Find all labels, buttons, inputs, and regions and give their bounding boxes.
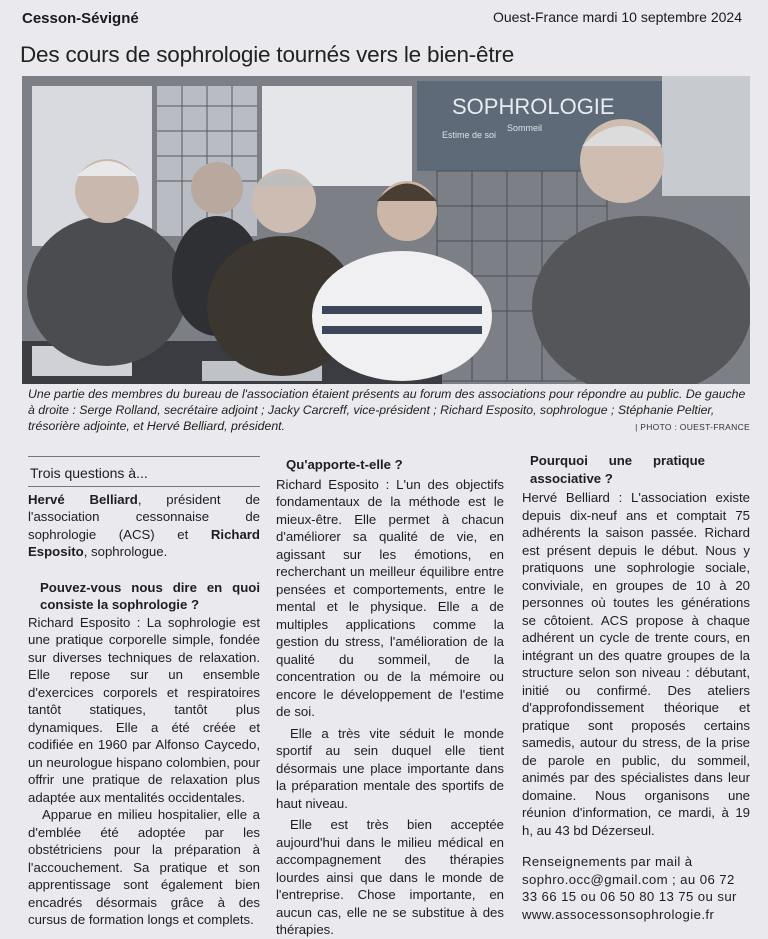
column-3: [522, 452, 750, 923]
article-headline: Des cours de sophrologie tournés vers le bien-être: [20, 42, 515, 67]
banner-word-2: Sommeil: [507, 123, 543, 133]
answer-1-paragraph-2: Apparue en milieu hospitalier, elle a d'emblée été adoptée par les obstétriciens pour la préparation à l'accouchement. Sa pratique et son apprentissage sont également bien encadrés désormais grâce à des cursus de formation longs et complets.: [28, 807, 260, 927]
column-2: [276, 456, 504, 939]
intro-paragraph: [28, 491, 260, 561]
banner-word-1: Estime de soi: [442, 130, 497, 140]
intro-end: , sophrologue.: [83, 544, 168, 559]
article-photo: [22, 76, 750, 384]
banner-title: SOPHROLOGIE: [452, 94, 615, 119]
intro-name-herve: Hervé Belliard: [28, 491, 138, 507]
question-3: Pourquoi une pratique associative ?: [530, 453, 705, 486]
photo-illustration: [22, 76, 750, 384]
section-kicker: Trois questions à...: [28, 456, 260, 487]
contact-info: [522, 853, 750, 923]
question-2: Qu'apporte-t-elle ?: [286, 457, 403, 472]
answer-2-paragraph-2: Elle a très vite séduit le monde sportif au sein duquel elle tient désormais une place importante dans la préparation mentale des sportifs de haut niveau.: [276, 725, 504, 811]
question-1: Pouvez-vous nous dire en quoi consiste la sophrologie ?: [40, 579, 260, 612]
intro-name-richard: Richard Esposito: [28, 526, 260, 559]
intro-mid: , président de l'association cessonnaise de sophrologie (ACS) et: [28, 491, 260, 542]
photo-credit: | PHOTO : OUEST-FRANCE: [635, 422, 750, 432]
city-label: Cesson-Sévigné: [22, 10, 139, 27]
answer-2-paragraph-1: Richard Esposito : L'un des objectifs fondamentaux de la méthode est le mieux-être. Elle permet à chacun d'améliorer sa qualité de vie, en agissant sur les émotions, en recherchant un meilleur équilibre entre pensées et comportements, entre le mental et le physique. Elle a de multiples applications comme la gestion du stress, l'amélioration de la qualité du sommeil, de la concentration ou de la mémoire ou encore le développement de l'estime de soi.: [276, 476, 504, 719]
answer-3-paragraph-1: Hervé Belliard : L'association existe depuis dix-neuf ans et comptait 75 adhérents la saison passée. Richard est présent depuis le début. Nous y pratiquons une sophrologie sociale, conviviale, en groupes de 10 à 20 personnes où toutes les générations se côtoient. ACS propose à chaque adhérent un cycle de trente cours, en intégrant un des quatre groupes de la structure selon son niveau : débutant, initié ou confirmé. Des ateliers d'approfondissement théorique et pratique sont proposés certains samedis, autour du stress, de la prise de parole en public, du sommeil, animés par des spécialistes dans leur domaine. Nous organisons une réunion d'information, ce mardi, à 19 h, au 43 bd Dézerseul.: [522, 490, 750, 838]
answer-2-paragraph-3: Elle est très bien acceptée aujourd'hui dans le milieu médical en accompagnement des thérapies lourdes ainsi que dans le monde de l'entreprise. Chose importante, en aucun cas, elle ne se substitue à des thérapies.: [276, 817, 504, 937]
contact-text: Renseignements par mail à sophro.occ@gmail.com ; au 06 72 33 66 15 ou 06 50 80 13 75 ou sur www.assocessonsophrologie.fr: [522, 854, 737, 922]
photo-caption: Une partie des membres du bureau de l'association étaient présents au forum des associations pour répondre au public. De gauche à droite : Serge Rolland, secrétaire adjoint ; Jacky Carcreff, vice-président ; Richard Esposito, sophrologue ; Stéphanie Peltier, trésorière adjointe, et Hervé Belliard, président.: [28, 387, 746, 433]
answer-1-paragraph-1: Richard Esposito : La sophrologie est une pratique corporelle simple, fondée sur diverses techniques de relaxation. Elle repose sur un ensemble d'exercices corporels et respiratoires tantôt statiques, tantôt plus dynamiques. Elle a été créée et codifiée en 1960 par Alfonso Caycedo, un neurologue hispano colombien, pour offrir une pratique de relaxation plus adaptée aux mentalités occidentales.: [28, 614, 260, 805]
publication-date: Ouest-France mardi 10 septembre 2024: [492, 9, 742, 25]
column-1: [28, 456, 260, 929]
